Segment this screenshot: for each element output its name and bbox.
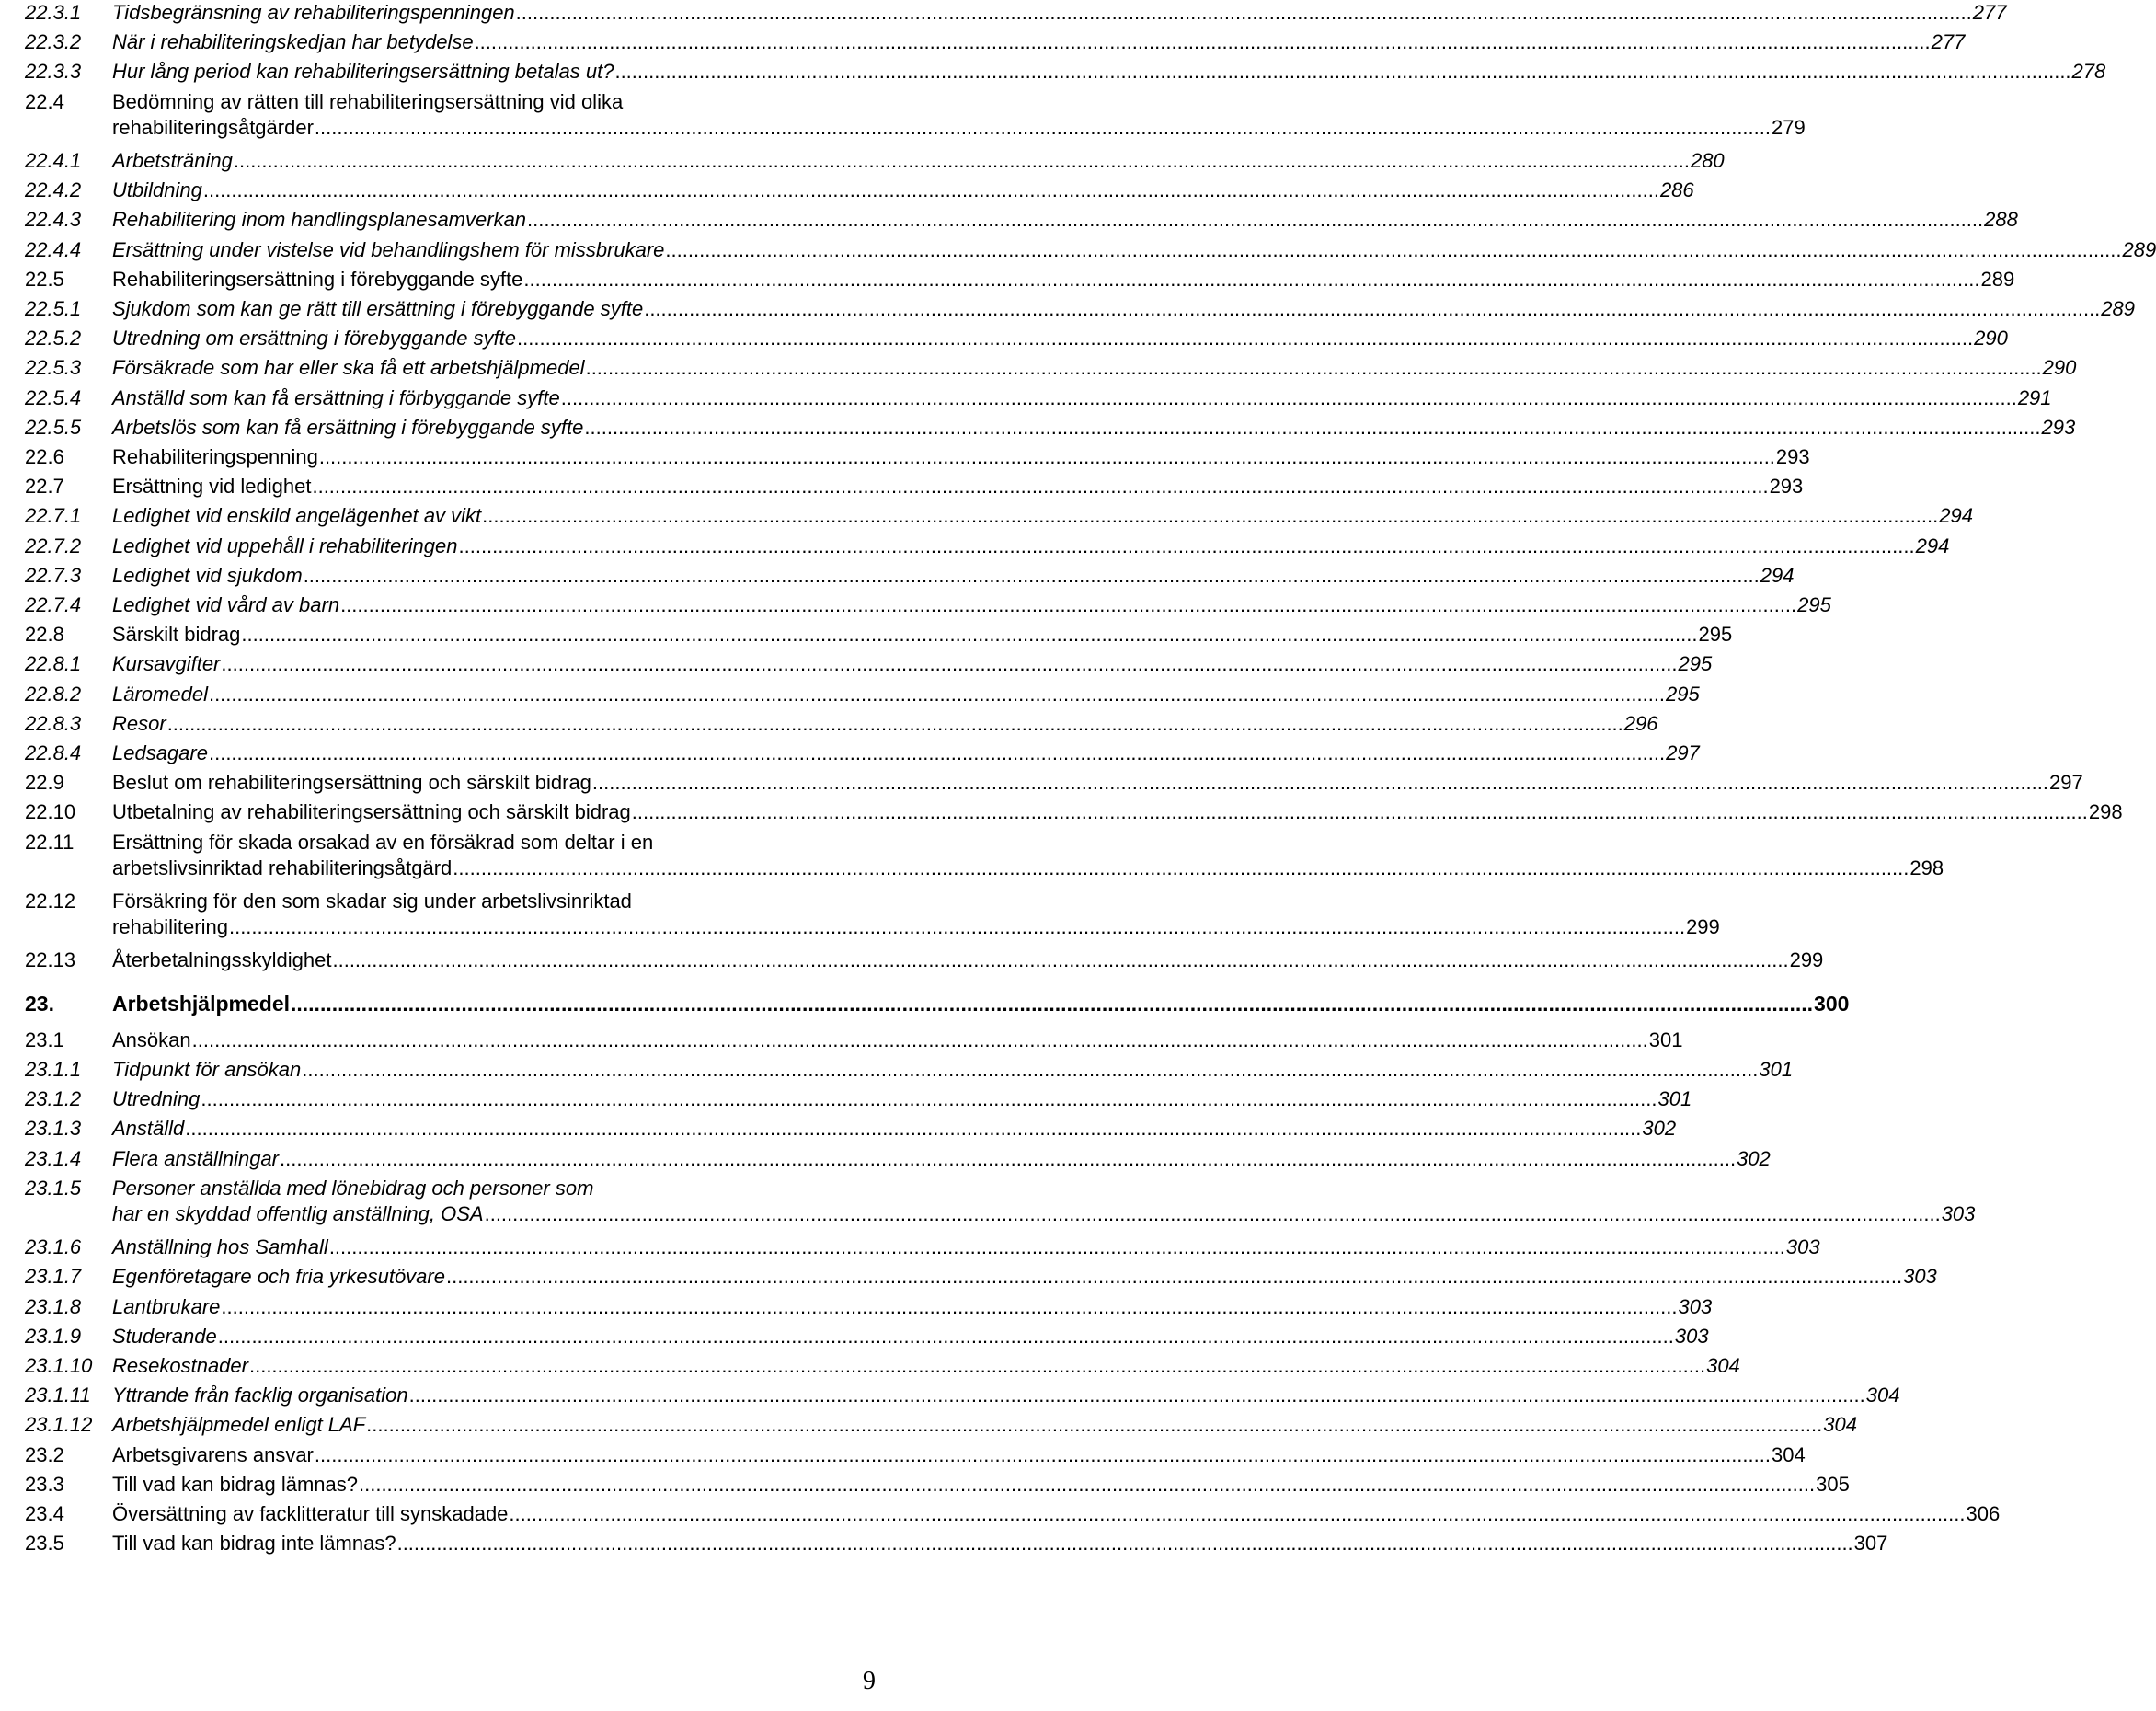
toc-entry-number: 22.8.2 <box>25 682 82 706</box>
toc-entry-title: rehabiliteringsåtgärder <box>112 115 314 139</box>
toc-entry-number: 22.5.5 <box>25 415 82 439</box>
toc-entry-number: 23.1.5 <box>25 1176 82 1200</box>
toc-entry[interactable] <box>25 1353 1740 1379</box>
toc-entry-number: 22.4.1 <box>25 149 82 172</box>
toc-entry-number: 22.4.2 <box>25 178 82 202</box>
toc-entry[interactable] <box>25 741 1700 766</box>
toc-entry-title: Läromedel <box>112 682 208 706</box>
dot-leader <box>302 1057 1758 1083</box>
toc-entry-title: rehabilitering <box>112 915 228 938</box>
dot-leader <box>527 207 1983 233</box>
toc-entry-number: 23.1.3 <box>25 1117 82 1141</box>
toc-entry[interactable] <box>25 1442 1806 1468</box>
toc-entry-page: 290 <box>1974 327 2008 350</box>
dot-leader <box>203 178 1659 203</box>
toc-entry-number: 22.4.4 <box>25 237 82 261</box>
toc-entry[interactable] <box>25 1057 1794 1083</box>
toc-entry-page: 289 <box>2101 297 2136 320</box>
toc-entry-page: 303 <box>1674 1324 1709 1348</box>
dot-leader <box>517 326 1973 351</box>
toc-entry[interactable] <box>25 1531 1888 1556</box>
dot-leader <box>485 1201 1941 1227</box>
toc-entry-page: 299 <box>1789 948 1824 972</box>
toc-entry[interactable] <box>25 148 1725 174</box>
toc-entry-title: Yttrande från facklig organisation <box>112 1384 408 1407</box>
dot-leader <box>561 385 2017 411</box>
toc-entry-page: 289 <box>2122 237 2156 261</box>
toc-entry-title: arbetslivsinriktad rehabiliteringsåtgärd <box>112 856 453 879</box>
toc-entry-number: 23.1.8 <box>25 1294 82 1318</box>
dot-leader <box>291 991 1813 1016</box>
toc-entry-title-line1: Bedömning av rätten till rehabiliteringsersättning vid olika <box>112 89 624 113</box>
toc-entry-title: Särskilt bidrag <box>112 623 241 647</box>
toc-entry[interactable] <box>25 59 2106 85</box>
toc-entry-number: 23.1.12 <box>25 1413 93 1437</box>
toc-entry-title: Arbetshjälpmedel enligt LAF <box>112 1413 366 1437</box>
toc-entry-title: Sjukdom som kan ge rätt till ersättning i förebyggande syfte <box>112 297 644 320</box>
dot-leader <box>221 651 1677 677</box>
dot-leader <box>509 1501 1965 1527</box>
toc-entry[interactable] <box>25 326 2008 351</box>
toc-entry[interactable] <box>25 1501 2001 1527</box>
toc-entry-title: Kursavgifter <box>112 652 221 676</box>
dot-leader <box>249 1353 1705 1379</box>
dot-leader <box>332 947 1788 973</box>
toc-entry-number: 23.1.9 <box>25 1324 82 1348</box>
dot-leader <box>167 711 1623 737</box>
toc-entry-number: 23.2 <box>25 1442 64 1466</box>
toc-entry-number: 22.8 <box>25 623 64 647</box>
dot-leader <box>241 622 1697 648</box>
toc-entry[interactable] <box>25 1234 1820 1260</box>
toc-entry-page: 293 <box>1769 475 1804 499</box>
toc-entry-page: 288 <box>1984 208 2018 232</box>
dot-leader <box>446 1264 1902 1290</box>
dot-leader <box>218 1324 1674 1349</box>
toc-entry-title-line1: Försäkring för den som skadar sig under arbetslivsinriktad <box>112 890 632 913</box>
dot-leader <box>340 592 1796 618</box>
toc-entry-number: 23.1.1 <box>25 1058 82 1081</box>
toc-entry-page: 295 <box>1678 652 1713 676</box>
toc-entry[interactable] <box>25 682 1700 707</box>
toc-entry-number: 22.7.4 <box>25 593 82 616</box>
toc-entry-title: Återbetalningsskyldighet <box>112 948 332 972</box>
dot-leader <box>665 237 2121 263</box>
dot-leader <box>201 1086 1657 1112</box>
toc-entry-title: Utredning <box>112 1087 201 1111</box>
toc-entry-title: Studerande <box>112 1324 217 1348</box>
dot-leader <box>209 682 1665 707</box>
toc-entry-page: 297 <box>2049 771 2083 795</box>
toc-entry-title-line1: Personer anställda med lönebidrag och personer som <box>112 1176 594 1200</box>
dot-leader <box>329 1234 1785 1260</box>
toc-entry[interactable] <box>25 622 1733 648</box>
toc-entry[interactable] <box>25 592 1831 618</box>
toc-entry-number: 22.7.1 <box>25 504 82 528</box>
toc-entry-number: 22.6 <box>25 445 64 468</box>
toc-entry-page: 298 <box>1909 856 1944 879</box>
toc-entry-title: Ledighet vid enskild angelägenhet av vikt <box>112 504 482 528</box>
toc-entry-number: 23.1.4 <box>25 1146 82 1170</box>
toc-entry-title: Tidpunkt för ansökan <box>112 1058 302 1081</box>
toc-entry-page: 301 <box>1657 1087 1692 1111</box>
toc-entry-title: Översättning av facklitteratur till synskadade <box>112 1502 509 1525</box>
dot-leader <box>315 1442 1771 1468</box>
dot-leader <box>614 59 2070 85</box>
dot-leader <box>359 1472 1815 1498</box>
toc-entry-page: 291 <box>2017 385 2052 409</box>
dot-leader <box>453 856 1909 881</box>
toc-entry-page: 298 <box>2088 800 2123 824</box>
toc-entry[interactable] <box>25 178 1694 203</box>
toc-entry-title: Arbetsträning <box>112 149 233 172</box>
toc-entry[interactable] <box>25 1264 1937 1290</box>
toc-entry-number: 22.11 <box>25 830 75 854</box>
dot-leader <box>221 1294 1677 1320</box>
toc-entry-title: När i rehabiliteringskedjan har betydelse <box>112 30 474 54</box>
toc-entry-number: 23.4 <box>25 1502 64 1525</box>
toc-entry-title: Resekostnader <box>112 1354 248 1377</box>
toc-entry-page: 289 <box>1980 267 2015 291</box>
dot-leader <box>482 503 1938 529</box>
toc-entry-page: 277 <box>1931 30 1966 54</box>
toc-entry-page: 302 <box>1737 1146 1771 1170</box>
toc-entry-title: Rehabiliteringspenning <box>112 445 318 468</box>
toc-entry[interactable] <box>25 89 1806 141</box>
toc-entry-title: Ansökan <box>112 1028 191 1051</box>
toc-entry-page: 278 <box>2071 60 2106 84</box>
toc-entry-number: 23.1.7 <box>25 1265 82 1289</box>
toc-entry-number: 23.5 <box>25 1532 64 1556</box>
toc-entry-page: 301 <box>1759 1058 1794 1081</box>
dot-leader <box>632 799 2088 825</box>
toc-entry-title: Ledsagare <box>112 741 208 764</box>
toc-entry-title: Till vad kan bidrag inte lämnas? <box>112 1532 396 1556</box>
toc-entry-number: 22.10 <box>25 800 76 824</box>
toc-entry-page: 304 <box>1706 1354 1740 1377</box>
toc-entry-page: 294 <box>1915 534 1950 557</box>
dot-leader <box>192 1028 1648 1053</box>
dot-leader <box>280 1146 1736 1172</box>
toc-entry-page: 305 <box>1816 1472 1850 1496</box>
toc-entry-page: 306 <box>1966 1502 2001 1525</box>
toc-entry-title: har en skyddad offentlig anställning, OSA <box>112 1201 484 1225</box>
toc-entry-number: 23. <box>25 991 54 1016</box>
toc-entry-page: 300 <box>1814 991 1850 1016</box>
toc-entry-title: Arbetshjälpmedel <box>112 991 290 1016</box>
toc-entry[interactable] <box>25 1383 1900 1408</box>
toc-entry-number: 22.3.1 <box>25 1 82 24</box>
toc-entry-title: Ledighet vid vård av barn <box>112 593 340 616</box>
dot-leader <box>304 563 1760 589</box>
toc-entry-title: Rehabilitering inom handlingsplanesamverkan <box>112 208 527 232</box>
toc-entry-title: Ersättning under vistelse vid behandlingshem för missbrukare <box>112 237 665 261</box>
dot-leader <box>366 1412 1822 1438</box>
toc-entry-page: 295 <box>1797 593 1831 616</box>
toc-entry-page: 304 <box>1823 1413 1857 1437</box>
page-number: 9 <box>863 1667 876 1695</box>
toc-entry[interactable] <box>25 29 1966 55</box>
toc-entry-number: 22.7 <box>25 475 64 499</box>
dot-leader <box>185 1116 1641 1142</box>
toc-entry[interactable] <box>25 1116 1677 1142</box>
toc-entry-page: 293 <box>2041 415 2076 439</box>
toc-entry-number: 22.13 <box>25 948 76 972</box>
dot-leader <box>234 148 1690 174</box>
toc-entry-number: 23.1 <box>25 1028 64 1051</box>
toc-entry[interactable] <box>25 711 1658 737</box>
dot-leader <box>516 0 1972 26</box>
toc-entry-number: 22.4.3 <box>25 208 82 232</box>
toc-entry-title: Utredning om ersättning i förebyggande syfte <box>112 327 517 350</box>
dot-leader <box>409 1383 1865 1408</box>
toc-entry[interactable] <box>25 1324 1709 1349</box>
toc-entry-page: 302 <box>1642 1117 1677 1141</box>
toc-entry[interactable] <box>25 237 2156 263</box>
toc-entry-page: 303 <box>1678 1294 1713 1318</box>
toc-entry-page: 279 <box>1772 115 1806 139</box>
toc-entry-number: 23.3 <box>25 1472 64 1496</box>
toc-entry-page: 277 <box>1972 1 2007 24</box>
toc-entry-title: Utbetalning av rehabiliteringsersättning och särskilt bidrag <box>112 800 631 824</box>
toc-entry-number: 22.9 <box>25 771 64 795</box>
toc-entry[interactable] <box>25 534 1950 559</box>
toc-entry[interactable] <box>25 207 2018 233</box>
toc-entry-title: Anställning hos Samhall <box>112 1235 328 1259</box>
toc-entry[interactable] <box>25 1472 1850 1498</box>
toc-entry-title: Flera anställningar <box>112 1146 279 1170</box>
dot-leader <box>592 770 2048 796</box>
toc-entry-page: 290 <box>2042 356 2077 380</box>
dot-leader <box>644 296 2100 322</box>
toc-entry[interactable] <box>25 444 1810 470</box>
toc-entry[interactable] <box>25 355 2077 381</box>
toc-entry-number: 22.7.3 <box>25 563 82 587</box>
toc-entry-page: 301 <box>1648 1028 1683 1051</box>
toc-entry-title: Rehabiliteringsersättning i förebyggande syfte <box>112 267 523 291</box>
toc-entry-title: Beslut om rehabiliteringsersättning och särskilt bidrag <box>112 771 591 795</box>
toc-entry-title: Till vad kan bidrag lämnas? <box>112 1472 358 1496</box>
toc-entry-title: Anställd <box>112 1117 185 1141</box>
toc-entry-title: Tidsbegränsning av rehabiliteringspenningen <box>112 1 515 24</box>
toc-entry-page: 299 <box>1686 915 1720 938</box>
toc-entry-number: 22.4 <box>25 89 64 113</box>
toc-entry-title-line1: Ersättning för skada orsakad av en försäkrad som deltar i en <box>112 830 654 854</box>
toc-entry-title: Arbetsgivarens ansvar <box>112 1442 314 1466</box>
dot-leader <box>315 115 1771 141</box>
toc-entry-number: 22.7.2 <box>25 534 82 557</box>
toc-entry-title: Arbetslös som kan få ersättning i förebyggande syfte <box>112 415 584 439</box>
toc-entry[interactable] <box>25 770 2083 796</box>
toc-entry-page: 280 <box>1690 149 1725 172</box>
toc-entry-number: 22.5.1 <box>25 297 82 320</box>
toc-entry-number: 22.8.1 <box>25 652 82 676</box>
toc-entry[interactable] <box>25 385 2052 411</box>
toc-entry-title: Ledighet vid sjukdom <box>112 563 303 587</box>
toc-entry-title: Ledighet vid uppehåll i rehabiliteringen <box>112 534 458 557</box>
toc-entry-title: Ersättning vid ledighet <box>112 475 312 499</box>
toc-entry[interactable] <box>25 830 1944 881</box>
toc-entry-page: 294 <box>1939 504 1973 528</box>
dot-leader <box>312 474 1768 500</box>
toc-entry-number: 23.1.11 <box>25 1384 91 1407</box>
toc-entry[interactable] <box>25 296 2136 322</box>
toc-entry-page: 295 <box>1666 682 1700 706</box>
toc-entry[interactable] <box>25 1146 1771 1172</box>
dot-leader <box>475 29 1931 55</box>
toc-entry-page: 304 <box>1865 1384 1900 1407</box>
toc-entry-number: 23.1.10 <box>25 1354 93 1377</box>
toc-entry[interactable] <box>25 563 1795 589</box>
toc-entry-title: Resor <box>112 711 166 735</box>
toc-entry-page: 303 <box>1903 1265 1937 1289</box>
toc-entry-number: 22.5.4 <box>25 385 82 409</box>
toc-entry[interactable] <box>25 947 1824 973</box>
toc-entry-number: 22.12 <box>25 890 76 913</box>
toc-entry[interactable] <box>25 267 2015 293</box>
dot-leader <box>584 415 2040 441</box>
toc-entry[interactable] <box>25 1176 1976 1227</box>
toc-entry-page: 295 <box>1698 623 1733 647</box>
dot-leader <box>397 1531 1853 1556</box>
toc-entry-number: 22.8.3 <box>25 711 82 735</box>
toc-entry-title: Lantbrukare <box>112 1294 221 1318</box>
toc-entry-page: 297 <box>1666 741 1700 764</box>
dot-leader <box>209 741 1665 766</box>
toc-entry[interactable] <box>25 991 1850 1016</box>
toc-entry-title: Hur lång period kan rehabiliteringsersättning betalas ut? <box>112 60 614 84</box>
dot-leader <box>229 914 1685 940</box>
toc-entry-page: 304 <box>1771 1442 1806 1466</box>
toc-entry[interactable] <box>25 889 1720 940</box>
toc-entry-page: 286 <box>1659 178 1694 202</box>
toc-entry-title: Anställd som kan få ersättning i förbyggande syfte <box>112 385 560 409</box>
toc-entry-number: 22.8.4 <box>25 741 82 764</box>
toc-entry-number: 23.1.2 <box>25 1087 82 1111</box>
toc-entry[interactable] <box>25 1086 1692 1112</box>
dot-leader <box>523 267 1979 293</box>
toc-entry[interactable] <box>25 1294 1713 1320</box>
toc-entry-page: 307 <box>1853 1532 1888 1556</box>
toc-entry[interactable] <box>25 799 2123 825</box>
toc-entry-number: 23.1.6 <box>25 1235 82 1259</box>
toc-entry[interactable] <box>25 415 2076 441</box>
toc-entry-page: 296 <box>1623 711 1658 735</box>
toc-entry-number: 22.5 <box>25 267 64 291</box>
toc-entry-number: 22.5.3 <box>25 356 82 380</box>
toc-entry-title: Försäkrade som har eller ska få ett arbetshjälpmedel <box>112 356 585 380</box>
dot-leader <box>459 534 1915 559</box>
dot-leader <box>319 444 1775 470</box>
toc-entry-title: Egenföretagare och fria yrkesutövare <box>112 1265 445 1289</box>
toc-entry-page: 293 <box>1775 445 1810 468</box>
toc-entry-page: 303 <box>1785 1235 1820 1259</box>
toc-entry[interactable] <box>25 503 1973 529</box>
toc-entry[interactable] <box>25 0 2007 26</box>
toc-entry[interactable] <box>25 1028 1683 1053</box>
toc-entry-title: Utbildning <box>112 178 202 202</box>
toc-entry-number: 22.3.3 <box>25 60 82 84</box>
toc-entry[interactable] <box>25 1412 1857 1438</box>
toc-entry-page: 303 <box>1941 1201 1976 1225</box>
toc-entry[interactable] <box>25 474 1804 500</box>
toc-entry[interactable] <box>25 651 1713 677</box>
toc-entry-page: 294 <box>1760 563 1795 587</box>
toc-entry-number: 22.3.2 <box>25 30 82 54</box>
toc-entry-number: 22.5.2 <box>25 327 82 350</box>
dot-leader <box>586 355 2042 381</box>
